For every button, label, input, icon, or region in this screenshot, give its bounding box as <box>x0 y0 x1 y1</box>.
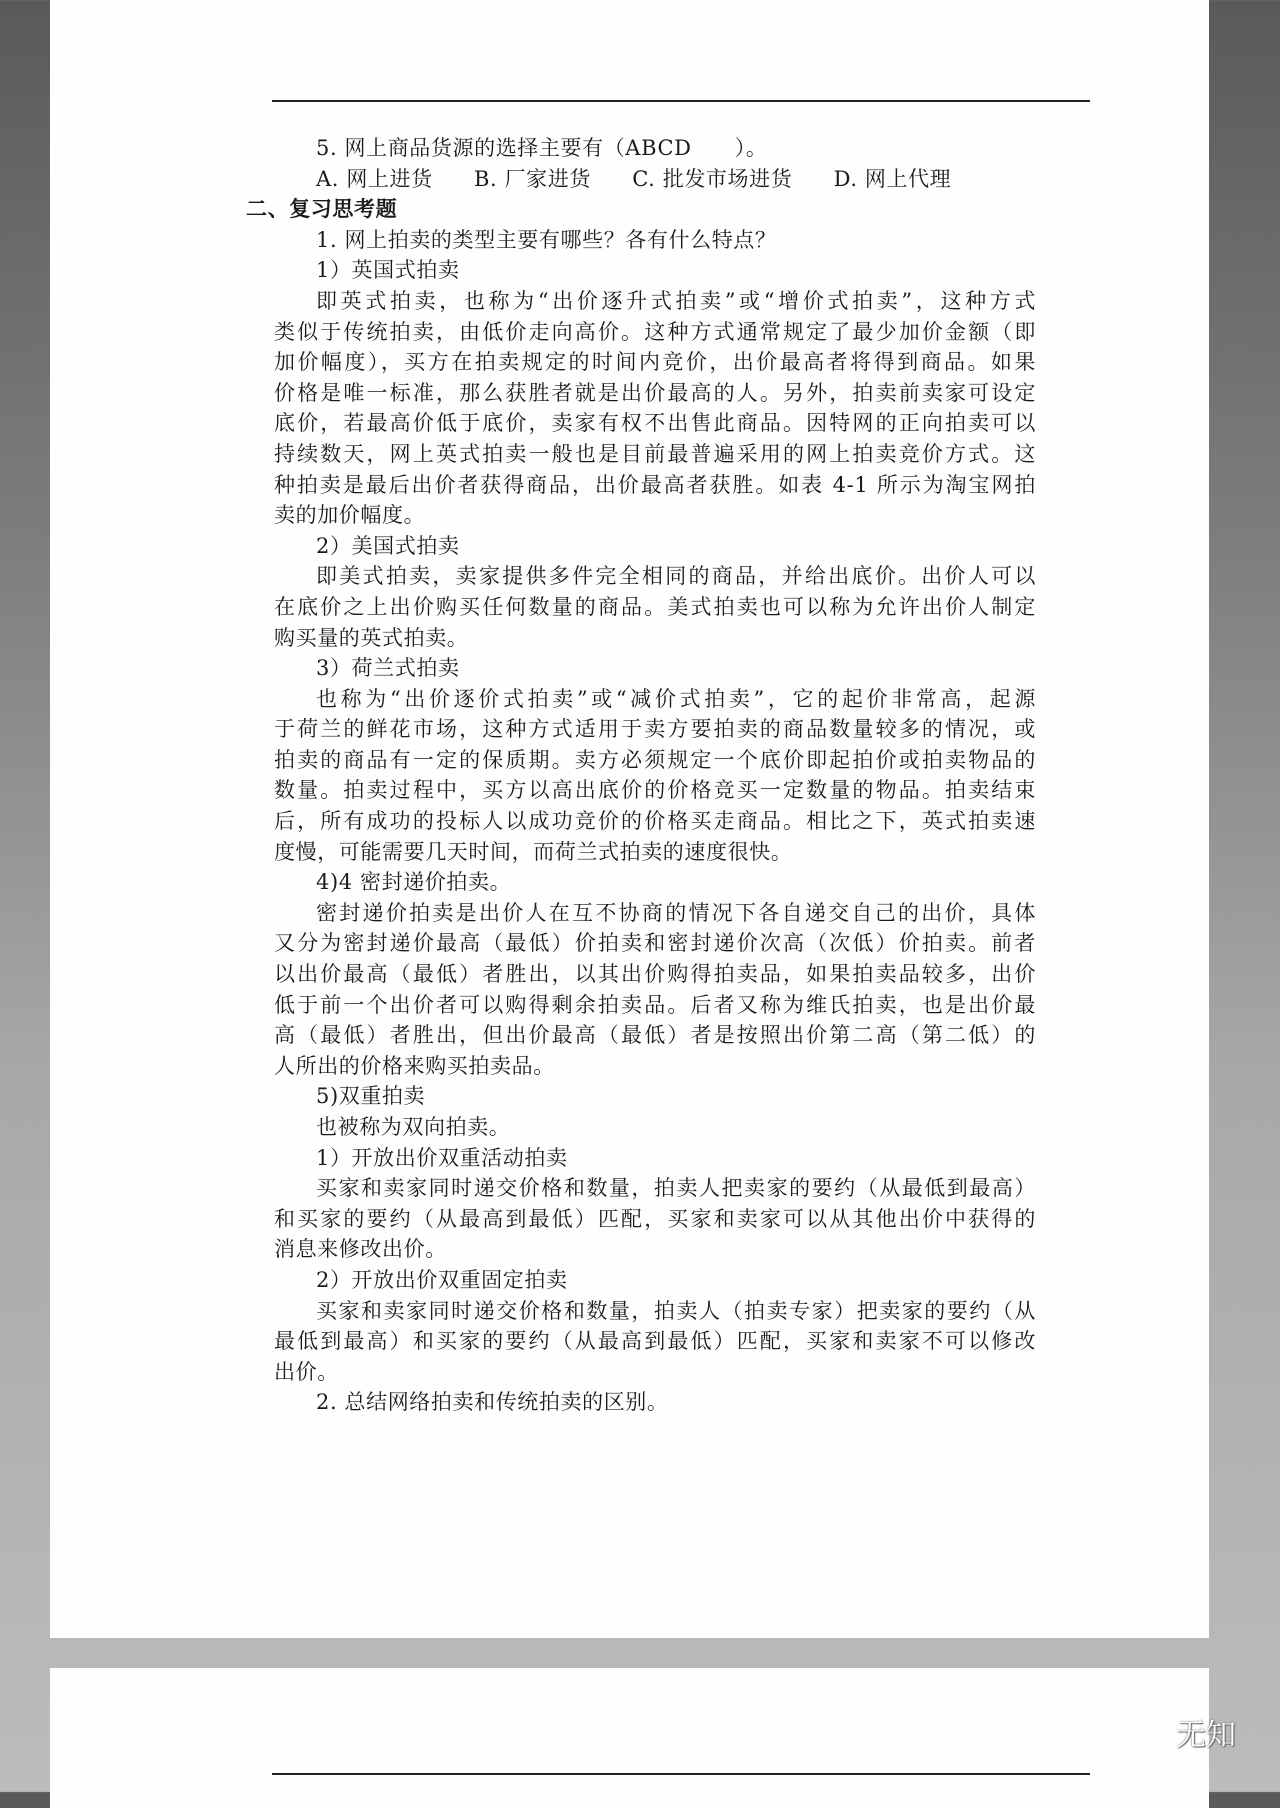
paragraph-line: 后，所有成功的投标人以成功竞价的价格买走商品。相比之下，英式拍卖速 <box>274 809 1036 834</box>
subheading-line: 2）开放出价双重固定拍卖 <box>316 1267 568 1292</box>
paragraph-line: 高（最低）者胜出，但出价最高（最低）者是按照出价第二高（第二低）的 <box>274 1023 1036 1048</box>
section-heading: 二、复习思考题 <box>246 197 398 222</box>
paragraph-line: 卖的加价幅度。 <box>274 503 426 528</box>
paragraph-line: 类似于传统拍卖，由低价走向高价。这种方式通常规定了最少加价金额（即 <box>274 319 1036 344</box>
paragraph-line: 人所出的价格来购买拍卖品。 <box>274 1053 555 1078</box>
header-rule <box>272 1773 1090 1775</box>
paragraph-line: 持续数天，网上英式拍卖一般也是目前最普遍采用的网上拍卖竞价方式。这 <box>274 441 1036 466</box>
paragraph-line: 和买家的要约（从最高到最低）匹配，买家和卖家可以从其他出价中获得的 <box>274 1206 1036 1231</box>
paragraph-line: 价格是唯一标准，那么获胜者就是出价最高的人。另外，拍卖前卖家可设定 <box>274 380 1036 405</box>
watermark <box>1116 1710 1236 1754</box>
paragraph-line: 种拍卖是最后出价者获得商品，出价最高者获胜。如表 4-1 所示为淘宝网拍 <box>274 472 1036 497</box>
paragraph-line: 买家和卖家同时递交价格和数量，拍卖人（拍卖专家）把卖家的要约（从 <box>316 1298 1036 1323</box>
subheading-line: 5)双重拍卖 <box>316 1084 426 1109</box>
next-document-page <box>50 1668 1209 1808</box>
paragraph-line: 购买量的英式拍卖。 <box>274 625 469 650</box>
subheading-line: 2）美国式拍卖 <box>316 533 460 558</box>
subheading-line: 1）英国式拍卖 <box>316 258 460 283</box>
watermark-text: 无知 <box>1176 1718 1236 1753</box>
paragraph-line: 又分为密封递价最高（最低）价拍卖和密封递价次高（次低）价拍卖。前者 <box>274 931 1036 956</box>
paragraph-line: 底价，若最高价低于底价，卖家有权不出售此商品。因特网的正向拍卖可以 <box>274 411 1036 436</box>
question-5-stem: 5. 网上商品货源的选择主要有（ABCD ）。 <box>316 136 768 160</box>
paragraph-line: 出价。 <box>274 1359 339 1384</box>
option-a: A. 网上进货 <box>316 166 433 191</box>
paragraph-line: 消息来修改出价。 <box>274 1237 447 1262</box>
subheading-line: 4)4 密封递价拍卖。 <box>316 870 512 895</box>
subheading-line: 也被称为双向拍卖。 <box>316 1115 511 1139</box>
paragraph-line: 加价幅度），买方在拍卖规定的时间内竞价，出价最高者将得到商品。如果 <box>274 350 1036 375</box>
paragraph-line: 度慢，可能需要几天时间，而荷兰式拍卖的速度很快。 <box>274 839 793 864</box>
paragraph-line: 以出价最高（最低）者胜出，以其出价购得拍卖品，如果拍卖品较多，出价 <box>274 962 1036 987</box>
paragraph-line: 数量。拍卖过程中，买方以高出底价的价格竞买一定数量的物品。拍卖结束 <box>274 778 1036 803</box>
header-rule <box>272 100 1090 102</box>
page-content <box>246 133 1036 1418</box>
wechat-icon <box>1116 1710 1168 1754</box>
subheading-line: 1）开放出价双重活动拍卖 <box>316 1145 568 1170</box>
paragraph-line: 买家和卖家同时递交价格和数量，拍卖人把卖家的要约（从最低到最高） <box>316 1176 1036 1201</box>
option-d: D. 网上代理 <box>833 166 952 191</box>
subheading-line: 3）荷兰式拍卖 <box>316 656 460 681</box>
paragraph-line: 低于前一个出价者可以购得剩余拍卖品。后者又称为维氏拍卖，也是出价最 <box>274 992 1036 1017</box>
document-page <box>50 0 1209 1638</box>
review-questions <box>246 194 1036 1418</box>
paragraph-line: 密封递价拍卖是出价人在互不协商的情况下各自递交自己的出价，具体 <box>316 900 1036 925</box>
paragraph-line: 即英式拍卖，也称为“出价逐升式拍卖”或“增价式拍卖”，这种方式 <box>316 288 1036 313</box>
paragraph-line: 于荷兰的鲜花市场，这种方式适用于卖方要拍卖的商品数量较多的情况，或 <box>274 717 1036 742</box>
option-b: B. 厂家进货 <box>474 166 591 191</box>
paragraph-line: 最低到最高）和买家的要约（从最高到最低）匹配，买家和卖家不可以修改 <box>274 1329 1036 1354</box>
subheading-line: 2. 总结网络拍卖和传统拍卖的区别。 <box>316 1390 669 1415</box>
paragraph-line: 在底价之上出价购买任何数量的商品。美式拍卖也可以称为允许出价人制定 <box>274 594 1036 619</box>
paragraph-line: 也称为“出价逐价式拍卖”或“减价式拍卖”，它的起价非常高，起源 <box>316 686 1036 711</box>
paragraph-line: 即美式拍卖，卖家提供多件完全相同的商品，并给出底价。出价人可以 <box>316 564 1036 589</box>
subheading-line: 1. 网上拍卖的类型主要有哪些？各有什么特点？ <box>316 227 777 252</box>
paragraph-line: 拍卖的商品有一定的保质期。卖方必须规定一个底价即起拍价或拍卖物品的 <box>274 747 1036 772</box>
question-5-options <box>274 164 1036 195</box>
option-c: C. 批发市场进货 <box>632 166 793 191</box>
